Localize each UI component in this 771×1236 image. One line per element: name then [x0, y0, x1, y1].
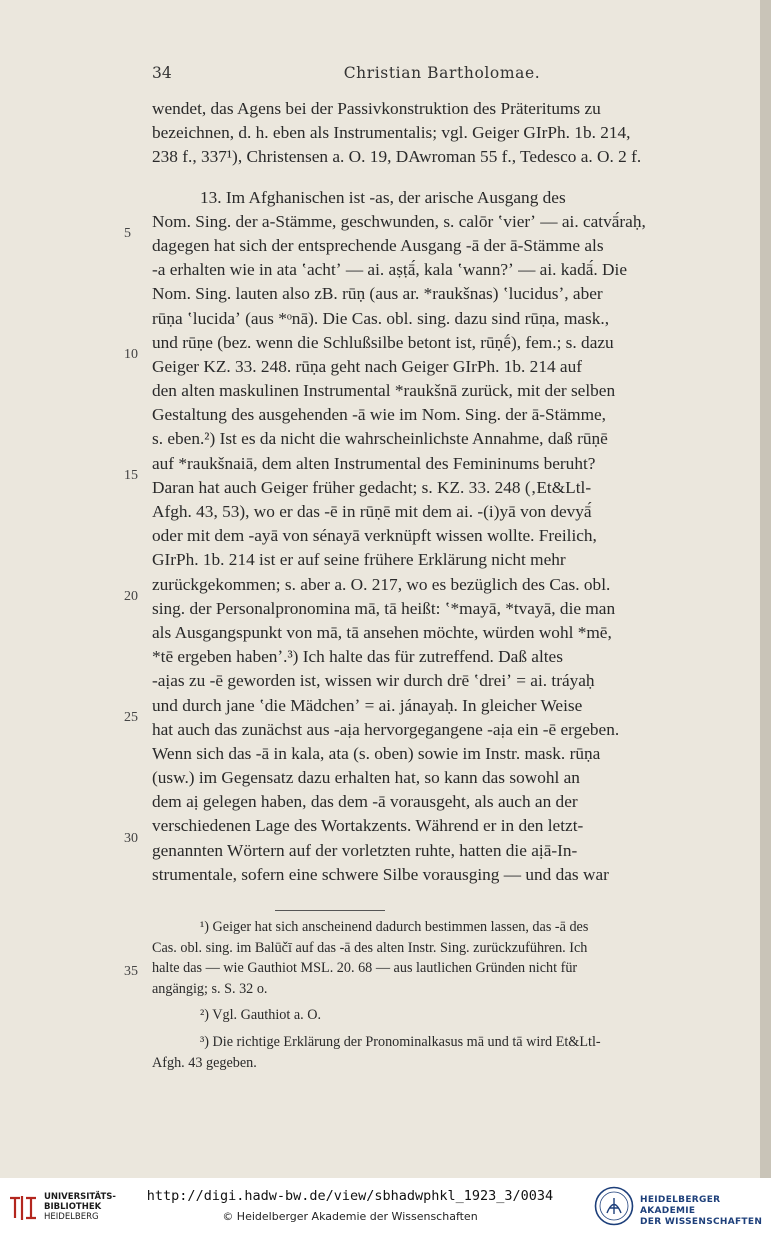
permalink-url[interactable]: http://digi.hadw-bw.de/view/sbhadwphkl_1923_3/0034	[146, 1188, 554, 1204]
text-line: und durch jane ʽdie Mädchenʼ = ai. jánayaḥ. In gleicher Weise	[152, 695, 583, 715]
text-line: dem aị gelegen haben, das dem -ā vorausgeht, als auch an der	[152, 792, 578, 812]
text-line: bezeichnen, d. h. eben als Instrumentalis; vgl. Geiger GIrPh. 1b. 214,	[152, 123, 631, 143]
line-number: 35	[124, 964, 138, 979]
text-line: auf *raukšnaiā, dem alten Instrumental des Femininums beruht?	[152, 453, 596, 473]
footnote-line: Afgh. 43 gegeben.	[152, 1054, 257, 1071]
text-line: Daran hat auch Geiger früher gedacht; s. KZ. 33. 248 (‚Et&Ltl-	[152, 477, 592, 497]
text-line: Afgh. 43, 53), wo er das -ē in rūṇē mit dem ai. -(i)yā von devyā́	[152, 502, 592, 521]
text-line: den alten maskulinen Instrumental *raukšnā zurück, mit der selben	[152, 381, 616, 401]
text-line: rūṇa ʽlucidaʼ (aus *ᵒnā). Die Cas. obl. sing. dazu sind rūṇa, mask.,	[152, 308, 610, 328]
text-line: Gestaltung des ausgehenden -ā wie im Nom. Sing. der ā-Stämme,	[152, 405, 607, 425]
text-line: hat auch das zunächst aus -aịa hervorgegangene -aịa ein -ē ergeben.	[152, 719, 620, 739]
text-line: 238 f., 337¹), Christensen a. O. 19, DAwroman 55 f., Tedesco a. O. 2 f.	[152, 147, 642, 167]
running-head	[152, 64, 732, 86]
text-line: GIrPh. 1b. 214 ist er auf seine frühere Erklärung nicht mehr	[152, 550, 566, 570]
library-line-3: HEIDELBERG	[44, 1212, 99, 1222]
footnote-line: Cas. obl. sing. im Balūčī auf das -ā des alten Instr. Sing. zurückzuführen. Ich	[152, 939, 588, 956]
paragraph-gap	[152, 170, 732, 186]
text-line: Wenn sich das -ā in kala, ata (s. oben) sowie im Instr. mask. rūṇa	[152, 743, 601, 763]
text-line: s. eben.²) Ist es da nicht die wahrscheinlichste Annahme, daß rūṇē	[152, 429, 608, 449]
copyright-notice: © Heidelberger Akademie der Wissenschaften	[222, 1210, 478, 1223]
text-line: genannten Wörtern auf der vorletzten ruhte, hatten die aịā-In-	[152, 840, 578, 860]
academy-seal-icon[interactable]	[594, 1186, 634, 1226]
footnote-line: ²) Vgl. Gauthiot a. O.	[200, 1007, 322, 1024]
university-library-name[interactable]	[44, 1192, 116, 1222]
text-line: Nom. Sing. lauten also zB. rūṇ (aus ar. *raukšnas) ʽlucidusʼ, aber	[152, 284, 603, 304]
line-number: 20	[124, 589, 138, 604]
text-line: Geiger KZ. 33. 248. rūṇa geht nach Geiger GIrPh. 1b. 214 auf	[152, 356, 582, 376]
line-number: 15	[124, 468, 138, 483]
page-edge	[760, 0, 771, 1236]
footnote-rule	[275, 910, 385, 911]
library-line-2: BIBLIOTHEK	[44, 1202, 102, 1212]
text-line: und rūṇe (bez. wenn die Schlußsilbe betont ist, rūṇḗ), fem.; s. dazu	[152, 332, 614, 352]
footnote-line: ¹) Geiger hat sich anscheinend dadurch bestimmen lassen, das -ā des	[200, 919, 589, 935]
line-number: 25	[124, 710, 138, 725]
logo-mark	[10, 1196, 36, 1220]
academy-name[interactable]	[640, 1195, 771, 1228]
footnotes	[152, 917, 732, 1073]
text-line: (usw.) im Gegensatz dazu erhalten hat, so kann das sowohl an	[152, 768, 580, 788]
text-line: zurückgekommen; s. aber a. O. 217, wo es bezüglich des Cas. obl.	[152, 574, 611, 594]
page-number: 34	[152, 64, 172, 82]
body-text	[152, 97, 732, 887]
library-line-1: UNIVERSITÄTS-	[44, 1192, 116, 1202]
running-title: Christian Bartholomae.	[343, 64, 541, 82]
text-line: sing. der Personalpronomina mā, tā heißt: ʽ*mayā, *tvayā, die man	[152, 598, 616, 618]
footnote-line: ³) Die richtige Erklärung der Pronominalkasus mā und tā wird Et&Ltl-	[200, 1033, 601, 1050]
text-line: 13. Im Afghanischen ist -as, der arische Ausgang des	[200, 187, 566, 207]
text-line: dagegen hat sich der entsprechende Ausgang -ā der ā-Stämme als	[152, 235, 604, 255]
viewer-footer	[0, 1178, 771, 1236]
text-line: als Ausgangspunkt von mā, tā ansehen möchte, würden wohl *mē,	[152, 622, 612, 642]
line-number: 10	[124, 347, 138, 362]
university-library-logo-icon[interactable]	[6, 1190, 40, 1224]
text-line: wendet, das Agens bei der Passivkonstruktion des Präteritums zu	[152, 99, 601, 118]
text-line: -aịas zu -ē geworden ist, wissen wir durch drē ʽdreiʼ = ai. tráyaḥ	[152, 671, 595, 691]
text-line: Nom. Sing. der a-Stämme, geschwunden, s. calōr ʽvierʼ — ai. catvā́raḥ,	[152, 211, 646, 231]
text-line: -a erhalten wie in ata ʽachtʼ — ai. aṣṭā́, kala ʽwann?ʼ — ai. kadā́. Die	[152, 260, 628, 280]
text-line: *tē ergeben habenʼ.³) Ich halte das für zutreffend. Daß altes	[152, 647, 563, 667]
academy-line-2: DER WISSENSCHAFTEN	[640, 1217, 763, 1227]
text-line: verschiedenen Lage des Wortakzents. Während er in den letzt-	[152, 816, 584, 836]
academy-line-1: HEIDELBERGER AKADEMIE	[640, 1195, 721, 1216]
text-line: oder mit dem -ayā von sénayā verknüpft wissen wollte. Freilich,	[152, 526, 597, 546]
text-line: strumentale, sofern eine schwere Silbe vorausging — und das war	[152, 864, 609, 884]
line-number: 5	[124, 226, 131, 241]
line-number: 30	[124, 831, 138, 846]
footnote-line: angängig; s. S. 32 o.	[152, 980, 268, 997]
footnote-line: halte das — wie Gauthiot MSL. 20. 68 — aus lautlichen Gründen nicht für	[152, 960, 578, 977]
